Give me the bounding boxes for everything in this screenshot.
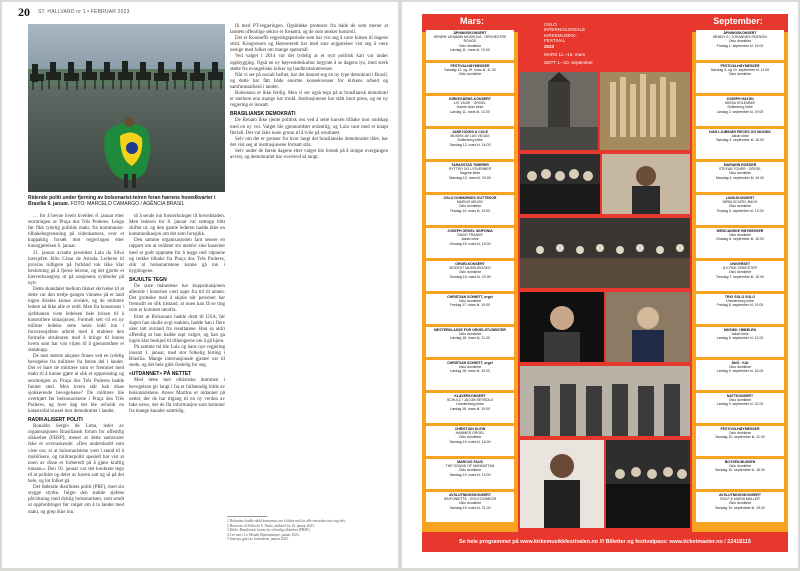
article-column-3 <box>230 24 388 161</box>
event-card <box>696 426 784 456</box>
festival-year: 2023 <box>544 43 555 49</box>
event-details: RYTTER OG LYSVENNER <box>448 167 492 172</box>
paragraph: Selv om det er grenser for hvor langt det brasilianske demokratiet tåler, har det vist seg at institusjonene fortsatt står. <box>230 136 388 148</box>
paragraph: … for å hevne hvem kvelden 8. januar etter stormingen av Praça dos Três Poderes. Lenge før fikk tydelig politisk makt, fra kommunist-tilbakebegrensning på videokamera, over et kuppaktig forsøk mot regjeringen etter kunngjørelsen 6. januar. <box>28 214 124 250</box>
event-details: LIV VILDE · ORGEL <box>454 101 486 106</box>
event-date: Søndag 19. mars kl. 19.00 <box>449 472 491 477</box>
footnote: 1 Bolsonaro hadde nådd konsensus om å lukke ned for alle rettssaker mot seg selv. <box>227 519 346 523</box>
march-heading: Mars: <box>459 16 484 26</box>
event-venue: Oslo domkirke <box>728 72 752 77</box>
event-venue: Oslo domkirke <box>458 270 482 275</box>
september-heading: September: <box>713 16 763 26</box>
event-date: Lørdag 9. september kl. 16.00 <box>716 369 764 374</box>
section-heading: BRASILIANSK DEMOKRATI <box>230 111 296 118</box>
event-venue: Oslo domkirke <box>458 435 482 440</box>
event-details: SINFONIETTA · OSLO DOMKOR <box>443 497 497 502</box>
event-date: Tirsdag 5. september kl. 12.00 <box>716 208 764 213</box>
event-venue: Uranienborg kirke <box>726 299 754 304</box>
paragraph: få med PT-regjeringen. Ogsårløke protester fra både de som mener at landets offentlige sektor er forsømt, og de som ønsker kontroll. <box>230 24 388 36</box>
event-venue: Oslo domkirke <box>728 204 752 209</box>
event-date: Lørdag 18. mars kl. 15.00 <box>450 369 490 374</box>
event-details: & KYRIE ORKESTER <box>722 266 758 271</box>
event-card <box>696 294 784 324</box>
event-venue: Sagene kirke <box>459 171 481 176</box>
event-title: ÅPNINGSKONSERT <box>453 31 487 35</box>
paragraph: Bolsonaro er ikke ferdig. Men vi ser også tegn på at brasiliansk demokrati er sterkere enn mange har trodd. Institusjonene har stått imot press, og en ny regjering er innsatt. <box>230 91 388 109</box>
event-details: MISSA SOLEMNIS <box>725 101 755 106</box>
event-title: CHRISTIAN SCHMITT, orgel <box>447 361 493 365</box>
organ-photo <box>600 72 690 150</box>
event-title: JANE HÖGNI & COLE <box>452 130 488 134</box>
event-date: Lørdag 2. september kl. 19.00 <box>716 109 764 114</box>
caption-text: Ridende politi under fjerning av bolsonarist-teiren foran hærens hovedkvarter i Brasília 9. januar. <box>28 195 216 207</box>
festival-line: KIRKEMUSIKK- <box>544 32 577 38</box>
paragraph: til å sende inn forsterkninger til hovedstaden. Men lederen for 8. januar var nettopp blitt skiftet ut, og den gamle lederen hadde ikke en kommunikasjon om det som foregikk. <box>129 214 225 238</box>
event-title: LUNSJKONSERT <box>725 196 755 200</box>
event-date: Søndag 19. mars kl. 16.00 <box>449 439 491 444</box>
event-venue: Oslo domkirke <box>728 398 752 403</box>
event-details: Søndag 12. og 19. mars kl. 11.00 <box>444 68 496 73</box>
event-card <box>696 261 784 291</box>
event-date: Lørdag 9. september kl. 22.00 <box>716 402 764 407</box>
footnote: 3 Kilde: Brasiliansk forum for offentlig sikkerhet (FBSP). <box>227 528 311 533</box>
paragraph: Ronaldo Sergio de Lima, leder av organisasjonen Brasiliansk forum for offentlig sikkerhet (FBSP), mener at dette samsvarer ikke et overraskende: «Den underskudd som viste oss, er at bolsonaristene vært i stand til å mobilisere, og militærpoliti spesielt har vist at noen av disse er forberedt på å gjøre kraftig innsats.» Den 10. januar var det konkrete tegn til at politiet og deler av hæren satt og så på det hele, og lot folket gå. <box>28 424 124 485</box>
event-title: MEXICANSKE HØYMESSER <box>716 229 764 233</box>
event-card <box>426 393 514 423</box>
footnote: 5 Intervju gjort av forfatteren, januar 2023. <box>227 537 289 542</box>
event-card <box>696 327 784 357</box>
event-venue: Oslo domkirke <box>458 365 482 370</box>
caption-credit: FOTO: MARCELO CAMARGO / AGÊNCIA BRASIL <box>70 201 185 207</box>
event-card <box>696 228 784 258</box>
event-card <box>696 195 784 225</box>
event-venue: Oslo domkirke <box>728 501 752 506</box>
photo-police-horses <box>28 24 225 192</box>
festival-dates-september: SEPT 1.–10. september <box>544 60 593 66</box>
paragraph: De siste månedene har kuppsituasjonen allerede i historien vært oppe fra tid til annen. Det groteske med å skjule når personer har fremstilt en slik tilstand, at noen kan få se ting som er kommet utenfra. <box>129 284 225 314</box>
event-title: TARASSTAS TIMERER <box>451 163 489 167</box>
event-details: THE SOUND OF MANHATTAN <box>445 464 495 469</box>
festival-poster <box>422 14 788 552</box>
event-title: AVSLUTNINGSKONSERT <box>449 493 491 497</box>
event-details: MUSIKK AV LAS VEGAS <box>450 134 490 139</box>
footnote-divider <box>227 516 267 517</box>
event-details: MARIUS MELBY <box>456 200 484 205</box>
paragraph: På samme tid ble Lula og hans nye regjering innsatt 1. januar, med stor folkelig feiring i Brasília. Mange internasjonale gjester var til stede, og det hele gikk fredelig for seg. <box>129 344 225 369</box>
event-card <box>426 459 514 489</box>
event-details: MIRIA SCHÖN, BACH <box>722 200 758 205</box>
event-date: Fredag 1. september kl. 19.00 <box>716 43 764 48</box>
event-venue: Uranienborg kirke <box>456 402 484 407</box>
page-header <box>18 5 390 22</box>
event-venue: Oslo domkirke <box>728 39 752 44</box>
event-card <box>696 492 784 522</box>
event-venue: Jakob kirke <box>461 237 479 242</box>
event-venue: Oslo domkirke <box>458 468 482 473</box>
event-title: NATTKONSERT <box>726 394 754 398</box>
event-details: DAVID FRANKE <box>457 233 483 238</box>
paragraph: Med dette mer elitistiske dommen i bevegelsen gir langt i fra et fullstendig bilde av bolsonaristene. Anses Martins er utdannet på nettet, der de har tilgang til en ny verden av fake news, der de får informasjon som kommer fra mange kanaler samtidig. <box>129 378 225 414</box>
event-venue: Oslo domkirke <box>728 431 752 436</box>
bottom-banner: Se hele programmet på www.kirkemusikkfestivalen.no /// Billetter og festivalpass: www.ticketmaster.no / 22418115 <box>422 532 788 552</box>
footnote: 2 Henviser til Folha de S. Paulo, artikkel fra 10. januar 2023. <box>227 523 315 528</box>
event-card <box>426 327 514 357</box>
section-heading: SKJULTE TEGN <box>129 276 167 283</box>
paragraph: Dette skandalet mellom tilsket skrivelse til at dette var den tredje gangen vinnene på et land ingen direkte kunne avsløre, og de militære ledere nå ikke alle er redd. Men fra konsensus i sjefsbanen viste ledelsen hele krisen til å kontrollere situasjonen. Formelt sett vil en ny militær ledelse sette neste ledd inn i forsvarssjefens arbeid med å etablere den formelle strukturen med å bringe til bunns hvem som har vist viljen til å gjennomføre et statskupp. <box>28 287 124 354</box>
event-date: Torsdag 7. september kl. 19.00 <box>715 274 765 279</box>
event-date: Søndag 3. september kl. 16.00 <box>716 138 764 143</box>
organist-photo <box>606 292 690 362</box>
event-card <box>696 96 784 126</box>
event-card <box>426 261 514 291</box>
event-venue: Oslo domkirke <box>728 171 752 176</box>
event-card <box>696 63 784 93</box>
paragraph: Ved valget i 2014 var det tydelig at et nytt politisk kart var under oppbygging. Også en ny høyresideskultur begynte å se dagens lys, med sterk støtte fra evangeliske kirker og landbruksinteresser. <box>230 54 388 72</box>
event-title: TRIO SOLO SOLO <box>724 295 756 299</box>
paragraph: Den samme organisasjonen fant senere en rapport om at soldater sto utenfor sine kaserner med et godt oppmøte for å legge ned våpnene og trekke tilbake fra Praça dos Três Poderes, slik at bolsonaristene kunne gå inn i bygningene. <box>129 238 225 274</box>
article-photo <box>28 24 225 192</box>
event-card <box>426 96 514 126</box>
church-photo <box>520 72 598 150</box>
event-title: CHRISTIAN SCHMITT, orgel <box>447 295 493 299</box>
choir-photo <box>520 154 600 214</box>
section-heading: «UTDANNET» PÅ NETTET <box>129 371 192 378</box>
event-date: Lørdag 9. september kl. 12.00 <box>716 336 764 341</box>
event-date: Fredag 8. september kl. 19.00 <box>716 303 764 308</box>
event-card <box>426 129 514 159</box>
paragraph: De nest største aksjene finnes ved en tydelig bevegelse fra militære fra første del i landet. Det er bare de militære som er fremmet med makt til å kunne gjøre at slik et oppreisning og stormingen av Praça dos Três Poderes hadde funnet sted. Men hvem står bak disse sjokkerende bevegelsene? De militære ble overkjørt før bolsonaristene i Praça dos Três Poderes, og hver dag det ble avholdt en katastrofal trussel mot demokratiet i landet. <box>28 354 124 414</box>
event-venue: Jakob kirke <box>731 332 749 337</box>
event-venue: Gamle Aker kirke <box>456 105 484 110</box>
event-title: MARIANN ROEDER <box>723 163 757 167</box>
event-title: FESTIVALHØYMESSER <box>720 427 760 431</box>
event-card <box>426 294 514 324</box>
event-title: IVAN LJUBINÁR PIECES OG MUSIKK <box>709 130 771 134</box>
event-card <box>426 162 514 192</box>
orchestra-photo <box>520 218 690 288</box>
event-date: Lørdag 11. mars kl. 19.00 <box>450 47 490 52</box>
paragraph: Når vi ser på sosialt helhet, har det dannet seg en ny type demokrati i Brasil, og dette har fått både enorme konsekvenser for kirkens arbeid og samfunnsarbeid i landet. <box>230 72 388 90</box>
footnote: 4 Les mer i Le Monde Diplomatique, januar 2023. <box>227 532 300 537</box>
event-title: ÅPNINGSKONSERT <box>723 31 757 35</box>
ensemble-photo <box>520 366 690 436</box>
footnotes <box>227 516 387 542</box>
event-date: Søndag 10. september kl. 16.00 <box>715 468 765 473</box>
festival-title <box>544 22 604 66</box>
paragraph: 21. januar avsatte president Lula da Silva hærsjefen Júlio César de Arruda. Lederen til provins tidligere på forhånd tok ikke klar beslutning på å fjerne leirene, og det gjorde et hærverksangrep ut på nasjonens symboler på nytt. <box>28 250 124 287</box>
event-venue: Oslo domkirke <box>458 43 482 48</box>
festival-line: OSLO <box>544 22 557 27</box>
event-title: MESTERKLASSE FOR ORGELSTUDENTER <box>434 328 506 332</box>
event-card <box>426 492 514 522</box>
event-card <box>696 162 784 192</box>
event-venue: Oslo domkirke <box>728 464 752 469</box>
event-card <box>696 30 784 60</box>
event-title: ORGELKONSERT <box>455 262 485 266</box>
event-date: Mandag 13. mars kl. 19.00 <box>449 175 491 180</box>
event-card <box>426 63 514 93</box>
event-title: KIRKEGÅRDS-KONSERT <box>449 97 491 101</box>
event-date: Onsdag 6. september kl. 19.00 <box>716 237 764 242</box>
section-heading: RADIKALISERT POLITI <box>28 417 83 424</box>
event-venue: Oslo domkirke <box>458 204 482 209</box>
event-title: UNIVERSET <box>729 262 751 266</box>
page-number: 20 <box>18 5 30 19</box>
event-card <box>426 426 514 456</box>
event-card <box>696 360 784 390</box>
festival-line: FESTIVAL <box>544 38 566 44</box>
running-head: ST. HALLVARD nr 1 • FEBRUAR 2023 <box>38 9 130 15</box>
event-title: FESTIVALHØYMESSER <box>720 64 760 68</box>
event-date: Lørdag 18. mars kl. 19.00 <box>450 406 490 411</box>
event-title: CHRISTIAN KLEIN <box>454 427 486 431</box>
event-date: Torsdag 16. mars kl. 19.00 <box>449 274 491 279</box>
choir-group-photo <box>606 440 690 528</box>
event-title: MUSIKK I BIBELEN <box>723 328 757 332</box>
event-date: Lørdag 11. mars kl. 14.00 <box>450 109 490 114</box>
event-title: JOSEPH ORGEL SINFONIA <box>447 229 493 233</box>
event-title: FESTIVALHØYMESSER <box>450 64 490 68</box>
event-date: Søndag 10. september kl. 11.00 <box>715 435 765 440</box>
event-venue: Oslo domkirke <box>458 501 482 506</box>
photo-caption <box>28 195 225 207</box>
event-title: KLAVERKONSERT <box>454 394 486 398</box>
event-date: Søndag 19. mars kl. 21.00 <box>449 505 491 510</box>
event-card <box>696 393 784 423</box>
event-details: BENNY S / JOHANNES PASSION <box>713 35 767 40</box>
event-details: MODEST MUSSORGSKIJ <box>449 266 491 271</box>
paragraph: De Renato ikke tjente politisk oss ved å sette kursen tilbake mot ondskap med en ny vei. Valget ble gjennomført ordentlig, og Lula vant med et knapt flertall. Det var ikke noen grunn til å tvile på resultatet. <box>230 118 388 136</box>
paragraph: Det føderale distriktets politi (PRF), med sin stygge styrke, fulgte den stabile sjefens påvirkning med dyktig bolsonarister, som sendt ut oppfordringer før valget om å ta landet med makt, og grep ikke inn. <box>28 485 124 515</box>
event-date: Mandag 4. september kl. 19.00 <box>715 175 765 180</box>
event-venue: Jakob kirke <box>731 134 749 139</box>
event-venue: Oslo domkirke <box>458 299 482 304</box>
event-date: Søndag 10. september kl. 19.00 <box>715 505 765 510</box>
event-title: JOSEPH HAYDN <box>726 97 754 101</box>
right-page <box>402 2 798 568</box>
event-date: Tirsdag 14. mars kl. 19.00 <box>449 208 491 213</box>
event-details: ROLF & MARIA MALLER <box>720 497 760 502</box>
event-venue: Sofienberg kirke <box>457 138 483 143</box>
event-date: Søndag 12. mars kl. 16.00 <box>449 142 491 147</box>
event-details: STEFAN TONER · ORGEL <box>718 167 762 172</box>
event-venue: Oslo domkirke <box>728 233 752 238</box>
event-card <box>426 195 514 225</box>
event-title: OSLO DOMKIRKES GUTTEKOR <box>443 196 497 200</box>
article-column-2 <box>129 214 225 415</box>
event-title: AVSLUTNINGSKONSERT <box>719 493 761 497</box>
event-venue: Oslo domkirke <box>728 365 752 370</box>
event-details: HAMMER ORGEL <box>455 431 485 436</box>
event-venue: Oslo domkirke <box>728 270 752 275</box>
performer-photo <box>602 154 690 214</box>
event-venue: Sofienberg kirke <box>727 105 753 110</box>
event-date: Onsdag 15. mars kl. 19.00 <box>449 241 491 246</box>
event-venue: Oslo domkirke <box>458 332 482 337</box>
event-title: MARCUS FAUS <box>457 460 483 464</box>
event-details: SCHULZ / JACOB SEYBOLD <box>446 398 494 403</box>
event-details: HENRIK UKMANN MOSKOVA · ORCHESTRE ROUGE <box>433 35 507 44</box>
event-card <box>696 129 784 159</box>
event-card <box>426 30 514 60</box>
event-title: ÅNÖ · KAI <box>731 361 749 365</box>
festival-line: INTERNASJONALE <box>544 27 586 33</box>
event-details: Søndag 3. og 10. september kl. 11.00 <box>710 68 770 73</box>
left-page <box>2 2 398 568</box>
guitarist-photo <box>520 440 604 528</box>
event-date: Fredag 17. mars kl. 19.00 <box>450 303 490 308</box>
event-card <box>426 228 514 258</box>
event-venue: Oslo domkirke <box>458 72 482 77</box>
article-column-1 <box>28 214 124 516</box>
paragraph: Selv under de første dagene etter valget ble forsøk på å stoppe overgangen avvist, og demokratiet har overlevd så langt. <box>230 148 388 160</box>
paragraph: Etter at Bolsonaro hadde dratt til USA, før dagen han skulle avgi makten, hadde han i flere uker tatt avstand fra resultatene. Han sa aldri offentlig at han hadde tapt valget, og han ga ingen klar beskjed til tilhengerne om å gå hjem. <box>129 314 225 344</box>
event-card <box>426 360 514 390</box>
paragraph: Det er Rousseffs regjeringsperiode som har vist seg å være kimen til dagens strid. Kongressen og Høyesterett har med sine avgjørelser vist seg å være uenige med folket om mange spørsmål. <box>230 36 388 54</box>
event-title: BOYSEN-BUSSEN <box>724 460 756 464</box>
event-date: Lørdag 18. mars kl. 11.00 <box>450 336 490 341</box>
singer-photo <box>520 292 604 362</box>
festival-dates-march: MARS 11.–19. mars <box>544 52 586 58</box>
event-card <box>696 459 784 489</box>
